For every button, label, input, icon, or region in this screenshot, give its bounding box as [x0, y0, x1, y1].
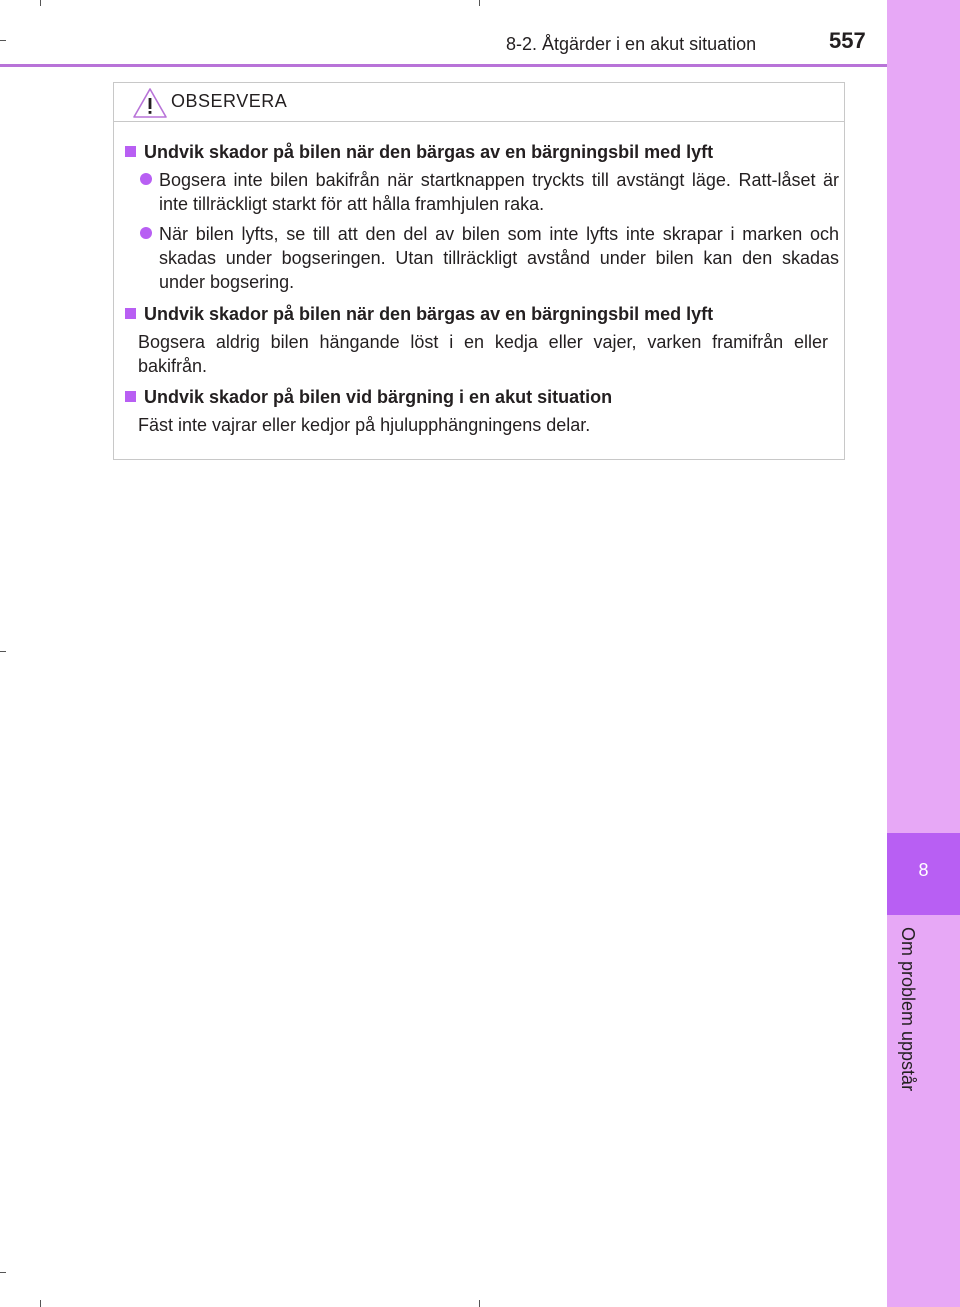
section-paragraph: Fäst inte vajrar eller kedjor på hjulupphängningens delar. — [138, 415, 591, 435]
section-heading: Undvik skador på bilen vid bärgning i en akut situation — [125, 386, 612, 408]
bullet-text: Bogsera inte bilen bakifrån när startknappen tryckts till avstängt läge. Ratt-låset är inte tillräckligt starkt för att hålla framhjulen raka. — [159, 170, 839, 214]
header-section-title: 8-2. Åtgärder i en akut situation — [506, 34, 757, 54]
notice-box — [113, 82, 845, 460]
crop-mark — [479, 1300, 480, 1307]
bullet-item — [138, 168, 839, 216]
chapter-number-block — [887, 833, 960, 915]
chapter-number: 8 — [918, 860, 929, 880]
crop-mark — [479, 0, 480, 6]
square-bullet-icon — [125, 308, 136, 319]
notice-header — [114, 83, 844, 122]
warning-triangle-icon — [132, 87, 168, 119]
crop-mark — [40, 1300, 41, 1307]
section-heading: Undvik skador på bilen när den bärgas av en bärgningsbil med lyft — [125, 141, 713, 163]
notice-title: OBSERVERA — [171, 91, 288, 111]
round-bullet-icon — [140, 227, 152, 239]
chapter-title: Om problem uppstår — [898, 927, 918, 1092]
round-bullet-icon — [140, 173, 152, 185]
section-paragraph: Bogsera aldrig bilen hängande löst i en kedja eller vajer, varken framifrån eller bakifrån. — [138, 332, 828, 376]
crop-mark — [40, 0, 41, 6]
section-heading: Undvik skador på bilen när den bärgas av en bärgningsbil med lyft — [125, 303, 713, 325]
bullet-text: När bilen lyfts, se till att den del av bilen som inte lyfts inte skrapar i marken och skadas under bogseringen. Utan tillräckligt avstånd under bilen kan den skadas under bogsering. — [159, 224, 839, 292]
square-bullet-icon — [125, 146, 136, 157]
square-bullet-icon — [125, 391, 136, 402]
crop-mark — [0, 40, 6, 41]
header-rule — [0, 64, 887, 67]
bullet-item — [138, 222, 839, 294]
crop-mark — [0, 1272, 6, 1273]
crop-mark — [0, 651, 6, 652]
page-number: 557 — [829, 28, 866, 53]
